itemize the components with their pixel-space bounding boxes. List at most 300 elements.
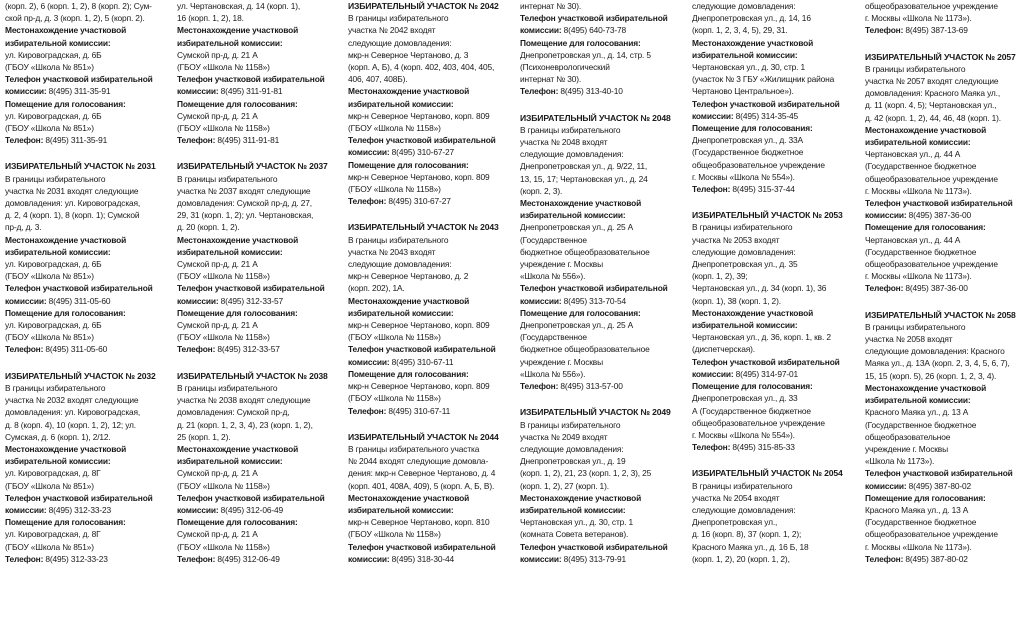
text-line: (корп. А, Б), 4 (корп. 402, 403, 404, 405, — [348, 62, 495, 73]
text-line: (Государственное бюджетное — [865, 517, 977, 528]
phone-number: 8(495) 312-33-23 — [48, 504, 111, 515]
phone-line — [5, 553, 165, 565]
phone-label: Телефон: — [865, 25, 906, 36]
section-spacer — [520, 392, 680, 406]
text-line: ул. Кировоградская, д. 6Б — [5, 49, 102, 60]
text-line: Сумской пр-д, д. 21 А — [177, 259, 258, 270]
phone-number: 8(495) 387-80-02 — [908, 480, 971, 491]
phone-number: 8(495) 312-33-23 — [45, 553, 108, 564]
text-line: (ГБОУ «Школа № 1158») — [348, 529, 441, 540]
phone-line — [865, 553, 1024, 565]
section-spacer — [5, 356, 165, 370]
text-line: следующие домовладения: — [348, 37, 452, 48]
text-line: д. 21 (корп. 1, 2, 3, 4), 23 (корп. 1, 2), — [177, 419, 313, 430]
phone-number: 8(495) 387-13-69 — [905, 25, 968, 36]
field-label: Телефон участковой избирательной — [865, 198, 1013, 209]
field-label: Телефон участковой избирательной — [5, 283, 153, 294]
section-spacer — [177, 146, 337, 160]
column-2 — [177, 0, 337, 565]
field-label: Телефон участковой избирательной — [520, 541, 668, 552]
phone-line — [5, 85, 165, 97]
phone-label: комиссии: — [348, 356, 392, 367]
text-line: В границы избирательного — [692, 480, 793, 491]
text-line: (ГБОУ «Школа № 851») — [5, 123, 94, 134]
text-line: (Государственное бюджетное — [865, 246, 977, 257]
text-line: (ГБОУ «Школа № 1158») — [177, 62, 270, 73]
text-line: 29, 31 (корп. 1, 2); ул. Чертановская, — [177, 210, 314, 221]
text-line: участка № 2032 входят следующие — [5, 395, 139, 406]
phone-number: 8(495) 314-97-01 — [735, 368, 798, 379]
field-label: Местонахождение участковой — [177, 25, 299, 36]
text-line: В границы избирательного — [5, 173, 106, 184]
field-label: Местонахождение участковой — [520, 492, 642, 503]
field-label: Местонахождение участковой — [348, 295, 470, 306]
phone-line — [520, 12, 680, 36]
phone-label: комиссии: — [177, 504, 221, 515]
field-label: Помещение для голосования: — [865, 492, 986, 503]
field-label: Телефон участковой избирательной — [5, 74, 153, 85]
text-line: Сумской пр-д, д. 21 А — [177, 529, 258, 540]
column-6 — [865, 0, 1024, 565]
text-line: Сумской пр-д, д. 21 А — [177, 110, 258, 121]
text-line: г. Москвы «Школа № 1173»). — [865, 185, 972, 196]
text-line: Чертановская ул., д. 44 А — [865, 234, 961, 245]
text-line: (Государственное — [520, 234, 587, 245]
field-label: Местонахождение участковой — [348, 86, 470, 97]
field-label: избирательной комиссии: — [177, 246, 283, 257]
text-line: 25 (корп. 1, 2). — [177, 431, 231, 442]
text-line: ул. Чертановская, д. 14 (корп. 1), — [177, 1, 301, 11]
text-line: В границы избирательного — [865, 321, 966, 332]
phone-number: 8(495) 311-91-81 — [217, 135, 280, 146]
field-label: избирательной комиссии: — [865, 395, 971, 406]
field-label: избирательной комиссии: — [177, 456, 283, 467]
text-line: (ГБОУ «Школа № 851») — [5, 541, 94, 552]
text-line: 13, 15, 17; Чертановская ул., д. 24 — [520, 173, 648, 184]
text-line: «Школа № 1173»). — [865, 456, 935, 467]
text-line: домовладения: ул. Кировоградская, — [5, 407, 141, 418]
phone-number: 8(495) 311-05-60 — [48, 295, 111, 306]
section-spacer — [692, 195, 852, 209]
text-line: д. 11 (корп. 4, 5); Чертановская ул., — [865, 100, 997, 111]
text-line: (Государственное бюджетное — [865, 419, 977, 430]
text-line: В границы избирательного участка — [348, 443, 480, 454]
phone-label: Телефон: — [177, 135, 218, 146]
phone-line — [865, 24, 1024, 36]
text-line: дения: мкр-н Северное Чертаново, д. 4 — [348, 468, 496, 479]
text-line: Красного Маяка ул., д. 13 А — [865, 407, 969, 418]
text-line: ул. Кировоградская, д. 8Г — [5, 529, 101, 540]
text-line: 15, 15 (корп. 5), 26 (корп. 1, 2, 3, 4). — [865, 370, 997, 381]
text-line: (корп. 2), 6 (корп. 1, 2), 8 (корп. 2); Сум- — [5, 1, 152, 11]
field-label: избирательной комиссии: — [692, 320, 798, 331]
phone-line — [520, 380, 680, 392]
field-label: Местонахождение участковой — [692, 37, 814, 48]
text-line: участка № 2042 входят — [348, 25, 436, 36]
text-line: мкр-н Северное Чертаново, корп. 809 — [348, 110, 490, 121]
section-heading: ИЗБИРАТЕЛЬНЫЙ УЧАСТОК № 2042 — [348, 1, 499, 11]
text-line: бюджетное общеобразовательное — [520, 344, 650, 355]
text-line: В границы избирательного — [177, 382, 278, 393]
field-label: Телефон участковой избирательной — [177, 492, 325, 503]
phone-line — [177, 553, 337, 565]
text-line: учреждение г. Москвы — [520, 259, 603, 270]
column-4 — [520, 0, 680, 565]
phone-label: Телефон участковой избирательной комиссии: — [520, 13, 668, 36]
phone-number: 8(495) 311-35-91 — [45, 135, 108, 146]
phone-number: 8(495) 310-67-27 — [388, 196, 451, 207]
phone-number: 8(495) 312-33-57 — [220, 295, 283, 306]
text-line: участка № 2049 входят — [520, 431, 608, 442]
text-line: В границы избирательного — [348, 13, 449, 24]
field-label: Помещение для голосования: — [520, 37, 641, 48]
field-label: Телефон участковой избирательной — [177, 283, 325, 294]
text-line: (корп. 1), 38 (корп. 1, 2). — [692, 295, 781, 306]
text-line: Днепропетровская ул., д. 25 А — [520, 320, 634, 331]
section-spacer — [177, 356, 337, 370]
text-line: (ГБОУ «Школа № 1158») — [177, 541, 270, 552]
text-line: (корп. 401, 408А, 409), 5 (корп. А, Б, В). — [348, 480, 495, 491]
field-label: Телефон участковой избирательной — [177, 74, 325, 85]
text-line: Чертановская ул., д. 34 (корп. 1), 36 — [692, 283, 827, 294]
text-line: мкр-н Северное Чертаново, корп. 810 — [348, 517, 490, 528]
text-line: (ГБОУ «Школа № 1158») — [348, 123, 441, 134]
text-line: Чертановская ул., д. 30, стр. 1 — [692, 62, 806, 73]
field-label: Помещение для голосования: — [348, 159, 469, 170]
text-line: Днепропетровская ул., — [692, 517, 778, 528]
section-heading: ИЗБИРАТЕЛЬНЫЙ УЧАСТОК № 2048 — [520, 112, 671, 123]
phone-label: Телефон: — [865, 283, 906, 294]
field-label: Местонахождение участковой — [177, 234, 299, 245]
text-line: (корп. 202), 1А. — [348, 283, 405, 294]
text-line: д. 20 (корп. 1, 2). — [177, 222, 240, 233]
text-line: В границы избирательного — [520, 124, 621, 135]
phone-line — [177, 504, 337, 516]
phone-line — [177, 295, 337, 307]
phone-label: комиссии: — [865, 480, 909, 491]
text-line: участка № 2048 входят — [520, 137, 608, 148]
field-label: Помещение для голосования: — [865, 222, 986, 233]
phone-number: 8(495) 313-40-10 — [560, 86, 623, 97]
phone-number: 8(495) 315-37-44 — [732, 184, 795, 195]
text-line: д. 16 (корп. 8), 37 (корп. 1, 2); — [692, 529, 802, 540]
text-line: (Государственное — [520, 332, 587, 343]
text-line: (ГБОУ «Школа № 1158») — [177, 480, 270, 491]
field-label: Помещение для голосования: — [692, 123, 813, 134]
field-label: Помещение для голосования: — [5, 307, 126, 318]
text-line: Днепропетровская ул., д. 19 — [520, 456, 626, 467]
text-line: Днепропетровская ул., д. 35 — [692, 259, 798, 270]
text-line: мкр-н Северное Чертаново, корп. 809 — [348, 381, 490, 392]
phone-line — [865, 480, 1024, 492]
phone-number: 8(495) 311-05-60 — [45, 344, 108, 355]
field-label: Местонахождение участковой — [692, 307, 814, 318]
text-line: д. 2, 4 (корп. 1), 8 (корп. 1); Сумской — [5, 210, 140, 221]
text-line: домовладения: Красного Маяка ул., — [865, 88, 1001, 99]
phone-label: комиссии: — [865, 210, 909, 221]
field-label: Помещение для голосования: — [692, 381, 813, 392]
text-line: (корп. 1, 2), 20 (корп. 1, 2), — [692, 553, 790, 564]
text-line: (ГБОУ «Школа № 1158») — [348, 332, 441, 343]
text-line: г. Москвы «Школа № 554»). — [692, 171, 795, 182]
field-label: Местонахождение участковой — [5, 25, 127, 36]
phone-label: комиссии: — [177, 86, 221, 97]
text-line: учреждение г. Москвы — [520, 356, 603, 367]
phone-number: 8(495) 314-35-45 — [735, 110, 798, 121]
text-line: следующие домовладения: — [348, 259, 452, 270]
phone-line — [177, 85, 337, 97]
phone-label: Телефон: — [177, 344, 218, 355]
text-line: общеобразовательное учреждение — [865, 1, 998, 11]
section-heading: ИЗБИРАТЕЛЬНЫЙ УЧАСТОК № 2038 — [177, 370, 328, 381]
text-line: 406, 407, 408Б). — [348, 74, 408, 85]
text-line: интернат № 30). — [520, 1, 582, 11]
text-line: Сумской пр-д, д. 21 А — [177, 49, 258, 60]
field-label: Местонахождение участковой — [348, 492, 470, 503]
phone-line — [5, 504, 165, 516]
text-line: г. Москвы «Школа № 554»). — [692, 429, 795, 440]
phone-line — [692, 183, 852, 195]
phone-label: Телефон: — [5, 553, 46, 564]
text-line: интернат № 30). — [520, 74, 582, 85]
text-line: Красного Маяка ул., д. 13 А — [865, 504, 969, 515]
text-line: Днепропетровская ул., д. 33 — [692, 393, 798, 404]
phone-label: Телефон: — [865, 553, 906, 564]
phone-label: комиссии: — [348, 147, 392, 158]
phone-number: 8(495) 312-06-49 — [217, 553, 280, 564]
phone-label: Телефон: — [520, 381, 561, 392]
phone-line — [5, 343, 165, 355]
phone-line — [5, 295, 165, 307]
field-label: Телефон участковой избирательной — [348, 344, 496, 355]
text-line: Маяка ул., д. 13А (корп. 2, 3, 4, 5, 6, 7), — [865, 358, 1010, 369]
field-label: Местонахождение участковой — [865, 382, 987, 393]
field-label: Местонахождение участковой — [865, 124, 987, 135]
phone-label: комиссии: — [520, 295, 564, 306]
phone-label: Телефон: — [692, 442, 733, 453]
text-line: ул. Кировоградская, д. 6Б — [5, 110, 102, 121]
phone-number: 8(495) 312-33-57 — [217, 344, 280, 355]
column-1 — [5, 0, 165, 565]
text-line: (ГБОУ «Школа № 1158») — [177, 123, 270, 134]
text-line: (участок № 3 ГБУ «Жилищник района — [692, 74, 835, 85]
text-line: (диспетчерская). — [692, 344, 755, 355]
text-line: бюджетное общеобразовательное — [520, 246, 650, 257]
field-label: Телефон участковой избирательной — [520, 283, 668, 294]
field-label: избирательной комиссии: — [520, 210, 626, 221]
field-label: избирательной комиссии: — [865, 137, 971, 148]
phone-line — [865, 282, 1024, 294]
text-line: (ГБОУ «Школа № 851») — [5, 480, 94, 491]
text-line: В границы избирательного — [177, 173, 278, 184]
section-heading: ИЗБИРАТЕЛЬНЫЙ УЧАСТОК № 2054 — [692, 468, 843, 479]
phone-label: комиссии: — [5, 295, 49, 306]
field-label: Телефон участковой избирательной — [348, 541, 496, 552]
phone-label: Телефон: — [692, 184, 733, 195]
section-spacer — [348, 417, 508, 431]
phone-number: 8(495) 313-57-00 — [560, 381, 623, 392]
phone-label: комиссии: — [692, 110, 736, 121]
text-line: Чертаново Центральное»). — [692, 86, 794, 97]
phone-number: 8(495) 315-85-33 — [732, 442, 795, 453]
section-heading: ИЗБИРАТЕЛЬНЫЙ УЧАСТОК № 2053 — [692, 210, 843, 221]
phone-line — [348, 356, 508, 368]
phone-label: Телефон: — [520, 86, 561, 97]
phone-label: комиссии: — [348, 553, 392, 564]
phone-number: 8(495) 313-79-91 — [563, 553, 626, 564]
phone-line — [348, 195, 508, 207]
text-line: Чертановская ул., д. 30, стр. 1 — [520, 517, 634, 528]
text-line: (ГБОУ «Школа № 1158») — [177, 271, 270, 282]
text-line: № 2044 входят следующие домовла- — [348, 456, 489, 467]
text-line: г. Москвы «Школа № 1173»). — [865, 541, 972, 552]
text-line: домовладения: ул. Кировоградская, — [5, 198, 141, 209]
section-spacer — [865, 295, 1024, 309]
section-spacer — [692, 453, 852, 467]
phone-line — [348, 405, 508, 417]
field-label: Местонахождение участковой — [5, 443, 127, 454]
field-label: Телефон участковой избирательной — [5, 492, 153, 503]
text-line: следующие домовладения: — [692, 246, 796, 257]
text-line: участка № 2057 входят следующие — [865, 76, 999, 87]
text-line: следующие домовладения: — [692, 504, 796, 515]
phone-line — [348, 146, 508, 158]
text-line: участка № 2054 входят — [692, 492, 780, 503]
text-line: участка № 2038 входят следующие — [177, 395, 311, 406]
text-line: мкр-н Северное Чертаново, корп. 809 — [348, 320, 490, 331]
text-line: (Психоневрологический — [520, 62, 610, 73]
text-line: Днепропетровская ул., д. 25 А — [520, 222, 634, 233]
phone-label: Телефон: — [348, 405, 389, 416]
section-spacer — [865, 37, 1024, 51]
section-heading: ИЗБИРАТЕЛЬНЫЙ УЧАСТОК № 2049 — [520, 407, 671, 418]
field-label: Помещение для голосования: — [520, 307, 641, 318]
text-line: (ГБОУ «Школа № 1158») — [348, 184, 441, 195]
phone-number: 8(495) 387-80-02 — [905, 553, 968, 564]
field-label: Помещение для голосования: — [177, 517, 298, 528]
text-line: (корп. 1, 2, 3, 4, 5), 29, 31. — [692, 25, 788, 36]
section-heading: ИЗБИРАТЕЛЬНЫЙ УЧАСТОК № 2032 — [5, 370, 156, 381]
text-line: домовладения: Сумской пр-д, — [177, 407, 290, 418]
phone-label: Телефон: — [177, 553, 218, 564]
text-line: А (Государственное бюджетное — [692, 405, 811, 416]
text-line: (ГБОУ «Школа № 851») — [5, 62, 94, 73]
text-line: В границы избирательного — [348, 234, 449, 245]
field-label: избирательной комиссии: — [348, 307, 454, 318]
phone-number: 8(495) 311-91-81 — [220, 86, 283, 97]
text-line: участка № 2043 входят — [348, 246, 436, 257]
text-line: (ГБОУ «Школа № 851») — [5, 332, 94, 343]
text-line: В границы избирательного — [865, 63, 966, 74]
field-label: Телефон участковой избирательной — [692, 356, 840, 367]
phone-line — [692, 110, 852, 122]
field-label: избирательной комиссии: — [520, 504, 626, 515]
phone-number: 8(495) 310-67-27 — [391, 147, 454, 158]
phone-line — [5, 134, 165, 146]
text-line: участка № 2037 входят следующие — [177, 185, 311, 196]
text-line: общеобразовательное учреждение — [865, 259, 998, 270]
text-line: мкр-н Северное Чертаново, корп. 809 — [348, 171, 490, 182]
text-line: Сумская, д. 6 (корп. 1), 2/12. — [5, 431, 111, 442]
field-label: Местонахождение участковой — [5, 234, 127, 245]
text-line: (комната Совета ветеранов). — [520, 529, 629, 540]
field-label: избирательной комиссии: — [692, 49, 798, 60]
phone-label: Телефон: — [5, 135, 46, 146]
column-5 — [692, 0, 852, 565]
text-line: «Школа № 556»). — [520, 271, 586, 282]
phone-line — [692, 441, 852, 453]
field-label: избирательной комиссии: — [5, 456, 111, 467]
field-label: Телефон участковой избирательной — [692, 98, 840, 109]
field-label: избирательной комиссии: — [348, 98, 454, 109]
phone-number: 8(495) 387-36-00 — [908, 210, 971, 221]
text-line: общеобразовательное учреждение — [865, 529, 998, 540]
text-line: общеобразовательное учреждение — [692, 417, 825, 428]
field-label: Телефон участковой избирательной — [348, 135, 496, 146]
text-line: Сумской пр-д, д. 21 А — [177, 320, 258, 331]
text-line: участка № 2031 входят следующие — [5, 185, 139, 196]
text-line: домовладения: Сумской пр-д, д. 27, — [177, 198, 312, 209]
text-line: следующие домовладения: — [520, 443, 624, 454]
phone-number: 8(495) 387-36-00 — [905, 283, 968, 294]
text-line: (ГБОУ «Школа № 1158») — [348, 393, 441, 404]
column-3 — [348, 0, 508, 565]
field-label: Помещение для голосования: — [5, 517, 126, 528]
field-label: Помещение для голосования: — [177, 307, 298, 318]
phone-label: комиссии: — [177, 295, 221, 306]
field-label: Местонахождение участковой — [177, 443, 299, 454]
phone-line — [865, 209, 1024, 221]
section-spacer — [348, 207, 508, 221]
phone-label: комиссии: — [692, 368, 736, 379]
section-heading: ИЗБИРАТЕЛЬНЫЙ УЧАСТОК № 2058 — [865, 309, 1016, 320]
text-line: общеобразовательное учреждение — [865, 173, 998, 184]
text-line: (Государственное бюджетное — [865, 161, 977, 172]
text-line: общеобразовательное учреждение — [692, 159, 825, 170]
section-heading: ИЗБИРАТЕЛЬНЫЙ УЧАСТОК № 2057 — [865, 51, 1016, 62]
text-line: В границы избирательного — [520, 419, 621, 430]
field-label: Телефон участковой избирательной — [865, 468, 1013, 479]
text-line: г. Москвы «Школа № 1173»). — [865, 271, 972, 282]
text-line: (корп. 2, 3). — [520, 185, 563, 196]
text-line: ской пр-д, д. 3 (корп. 1, 2), 5 (корп. 2). — [5, 13, 145, 24]
text-line: следующие домовладения: — [692, 1, 796, 11]
text-line: Днепропетровская ул., д. 33А — [692, 135, 803, 146]
section-heading: ИЗБИРАТЕЛЬНЫЙ УЧАСТОК № 2037 — [177, 161, 328, 172]
text-line: следующие домовладения: Красного — [865, 346, 1005, 357]
text-line: (корп. 1, 2), 21, 23 (корп. 1, 2, 3), 25 — [520, 468, 652, 479]
text-line: Чертановская ул., д. 44 А — [865, 149, 961, 160]
text-line: ул. Кировоградская, д. 6Б — [5, 259, 102, 270]
phone-label: комиссии: — [520, 553, 564, 564]
text-line: (Государственное бюджетное — [692, 147, 804, 158]
text-line: В границы избирательного — [5, 382, 106, 393]
phone-line — [520, 553, 680, 565]
phone-label: комиссии: — [5, 86, 49, 97]
text-line: Днепропетровская ул., д. 14, 16 — [692, 13, 811, 24]
text-line: 16 (корп. 1, 2), 18. — [177, 13, 244, 24]
phone-line — [692, 368, 852, 380]
text-line: участка № 2058 входят — [865, 334, 953, 345]
text-line: ул. Кировоградская, д. 6Б — [5, 320, 102, 331]
phone-label: комиссии: — [5, 504, 49, 515]
field-label: Помещение для голосования: — [348, 368, 469, 379]
text-line: общеобразовательное — [865, 431, 951, 442]
text-line: ул. Кировоградская, д. 8Г — [5, 468, 101, 479]
phone-number: 8(495) 313-70-54 — [563, 295, 626, 306]
text-line: мкр-н Северное Чертаново, д. 2 — [348, 271, 469, 282]
text-line: (ГБОУ «Школа № 1158») — [177, 332, 270, 343]
